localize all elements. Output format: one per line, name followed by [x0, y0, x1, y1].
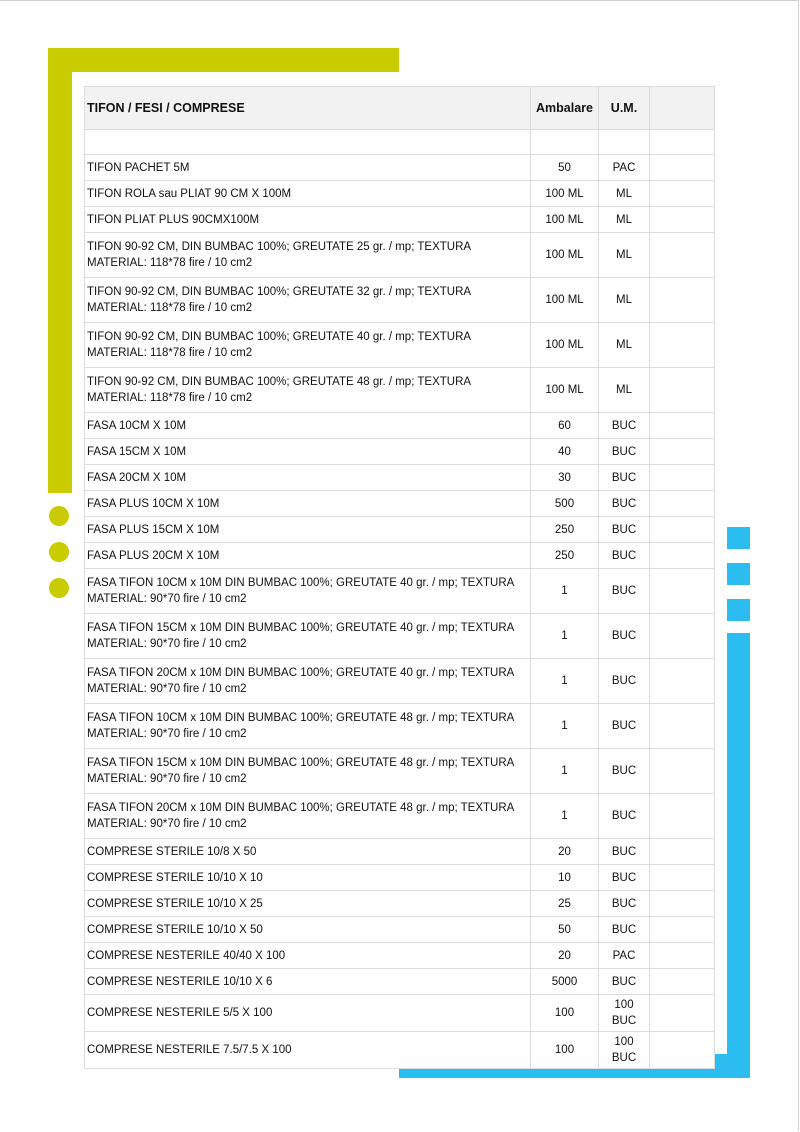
decor-blue-square — [727, 527, 750, 549]
empty-cell — [650, 943, 715, 969]
product-table-container — [84, 86, 714, 1069]
packaging-cell: 1 — [531, 569, 599, 614]
empty-cell — [650, 465, 715, 491]
product-name-cell: FASA 20CM X 10M — [85, 465, 531, 491]
table-row — [85, 794, 715, 839]
empty-cell — [650, 969, 715, 995]
decor-blue-square — [727, 599, 750, 621]
packaging-cell: 25 — [531, 891, 599, 917]
packaging-cell: 100 ML — [531, 181, 599, 207]
product-name-cell: COMPRESE NESTERILE 40/40 X 100 — [85, 943, 531, 969]
table-row — [85, 155, 715, 181]
table-row — [85, 839, 715, 865]
empty-cell — [650, 181, 715, 207]
empty-cell — [650, 368, 715, 413]
empty-cell — [650, 491, 715, 517]
unit-cell: BUC — [599, 465, 650, 491]
product-name-cell: FASA TIFON 20CM x 10M DIN BUMBAC 100%; GREUTATE 40 gr. / mp; TEXTURA MATERIAL: 90*70 fire / 10 cm2 — [85, 659, 531, 704]
unit-cell: BUC — [599, 413, 650, 439]
product-name-cell: FASA TIFON 10CM x 10M DIN BUMBAC 100%; GREUTATE 40 gr. / mp; TEXTURA MATERIAL: 90*70 fire / 10 cm2 — [85, 569, 531, 614]
unit-cell: BUC — [599, 614, 650, 659]
empty-cell — [650, 865, 715, 891]
product-name-cell: COMPRESE STERILE 10/8 X 50 — [85, 839, 531, 865]
product-name-cell: FASA 15CM X 10M — [85, 439, 531, 465]
product-name-cell: TIFON 90-92 CM, DIN BUMBAC 100%; GREUTATE 48 gr. / mp; TEXTURA MATERIAL: 118*78 fire / 10 cm2 — [85, 368, 531, 413]
unit-cell: BUC — [599, 917, 650, 943]
empty-cell — [650, 569, 715, 614]
unit-cell: ML — [599, 207, 650, 233]
table-row — [85, 543, 715, 569]
decor-blue-square — [727, 563, 750, 585]
product-name-cell: COMPRESE NESTERILE 7.5/7.5 X 100 — [85, 1032, 531, 1069]
product-name-cell: COMPRESE STERILE 10/10 X 25 — [85, 891, 531, 917]
table-row — [85, 517, 715, 543]
unit-cell: BUC — [599, 969, 650, 995]
table-row — [85, 1032, 715, 1069]
decor-yellow-bar-top — [48, 48, 399, 72]
table-row — [85, 891, 715, 917]
table-row — [85, 995, 715, 1032]
product-name-cell: FASA TIFON 10CM x 10M DIN BUMBAC 100%; GREUTATE 48 gr. / mp; TEXTURA MATERIAL: 90*70 fire / 10 cm2 — [85, 704, 531, 749]
packaging-cell: 100 — [531, 1032, 599, 1069]
packaging-cell: 100 ML — [531, 278, 599, 323]
product-name-cell: TIFON 90-92 CM, DIN BUMBAC 100%; GREUTATE 32 gr. / mp; TEXTURA MATERIAL: 118*78 fire / 10 cm2 — [85, 278, 531, 323]
product-name-cell: TIFON 90-92 CM, DIN BUMBAC 100%; GREUTATE 40 gr. / mp; TEXTURA MATERIAL: 118*78 fire / 10 cm2 — [85, 323, 531, 368]
decor-blue-bar-right — [727, 633, 750, 1078]
table-row — [85, 278, 715, 323]
empty-cell — [650, 749, 715, 794]
packaging-cell: 100 ML — [531, 368, 599, 413]
decor-yellow-dot — [49, 506, 69, 526]
unit-cell: ML — [599, 323, 650, 368]
unit-cell: BUC — [599, 659, 650, 704]
empty-cell — [650, 207, 715, 233]
table-row — [85, 614, 715, 659]
packaging-cell: 20 — [531, 943, 599, 969]
unit-cell: BUC — [599, 865, 650, 891]
header-unit: U.M. — [599, 87, 650, 130]
empty-cell — [650, 1032, 715, 1069]
table-spacer-row — [85, 130, 715, 155]
packaging-cell: 500 — [531, 491, 599, 517]
decor-yellow-bar-left — [48, 48, 72, 493]
table-row — [85, 659, 715, 704]
unit-cell: BUC — [599, 517, 650, 543]
table-row — [85, 749, 715, 794]
empty-cell — [650, 439, 715, 465]
product-name-cell: COMPRESE NESTERILE 10/10 X 6 — [85, 969, 531, 995]
empty-cell — [650, 614, 715, 659]
packaging-cell: 100 ML — [531, 233, 599, 278]
product-name-cell: COMPRESE STERILE 10/10 X 50 — [85, 917, 531, 943]
table-row — [85, 943, 715, 969]
table-row — [85, 323, 715, 368]
product-name-cell: FASA PLUS 20CM X 10M — [85, 543, 531, 569]
table-row — [85, 465, 715, 491]
table-row — [85, 439, 715, 465]
unit-cell: PAC — [599, 155, 650, 181]
unit-cell: ML — [599, 233, 650, 278]
packaging-cell: 1 — [531, 794, 599, 839]
product-name-cell: COMPRESE NESTERILE 5/5 X 100 — [85, 995, 531, 1032]
product-name-cell: TIFON PACHET 5M — [85, 155, 531, 181]
unit-cell: BUC — [599, 543, 650, 569]
table-row — [85, 704, 715, 749]
empty-cell — [650, 839, 715, 865]
empty-cell — [650, 517, 715, 543]
table-body — [85, 130, 715, 1069]
empty-cell — [650, 917, 715, 943]
product-name-cell: FASA PLUS 10CM X 10M — [85, 491, 531, 517]
header-product-name: TIFON / FESI / COMPRESE — [85, 87, 531, 130]
decor-yellow-dot — [49, 542, 69, 562]
unit-cell: BUC — [599, 704, 650, 749]
unit-cell: BUC — [599, 491, 650, 517]
packaging-cell: 1 — [531, 704, 599, 749]
table-row — [85, 368, 715, 413]
header-packaging: Ambalare — [531, 87, 599, 130]
unit-cell: PAC — [599, 943, 650, 969]
table-row — [85, 969, 715, 995]
product-name-cell: FASA TIFON 15CM x 10M DIN BUMBAC 100%; GREUTATE 40 gr. / mp; TEXTURA MATERIAL: 90*70 fire / 10 cm2 — [85, 614, 531, 659]
product-name-cell: FASA PLUS 15CM X 10M — [85, 517, 531, 543]
empty-cell — [650, 413, 715, 439]
empty-cell — [650, 794, 715, 839]
packaging-cell: 50 — [531, 917, 599, 943]
unit-cell: BUC — [599, 794, 650, 839]
table-row — [85, 865, 715, 891]
product-name-cell: TIFON 90-92 CM, DIN BUMBAC 100%; GREUTATE 25 gr. / mp; TEXTURA MATERIAL: 118*78 fire / 10 cm2 — [85, 233, 531, 278]
unit-cell: ML — [599, 368, 650, 413]
empty-cell — [650, 891, 715, 917]
empty-cell — [650, 659, 715, 704]
empty-cell — [650, 543, 715, 569]
table-row — [85, 569, 715, 614]
packaging-cell: 100 ML — [531, 323, 599, 368]
packaging-cell: 5000 — [531, 969, 599, 995]
empty-cell — [650, 323, 715, 368]
unit-cell: ML — [599, 181, 650, 207]
packaging-cell: 10 — [531, 865, 599, 891]
unit-cell: ML — [599, 278, 650, 323]
decor-yellow-dot — [49, 578, 69, 598]
unit-cell: 100 BUC — [599, 995, 650, 1032]
packaging-cell: 1 — [531, 659, 599, 704]
product-name-cell: TIFON PLIAT PLUS 90CMX100M — [85, 207, 531, 233]
empty-cell — [650, 155, 715, 181]
table-row — [85, 207, 715, 233]
product-name-cell: FASA TIFON 20CM x 10M DIN BUMBAC 100%; GREUTATE 48 gr. / mp; TEXTURA MATERIAL: 90*70 fire / 10 cm2 — [85, 794, 531, 839]
packaging-cell: 60 — [531, 413, 599, 439]
product-name-cell: COMPRESE STERILE 10/10 X 10 — [85, 865, 531, 891]
packaging-cell: 1 — [531, 614, 599, 659]
unit-cell: BUC — [599, 439, 650, 465]
empty-cell — [650, 704, 715, 749]
packaging-cell: 100 ML — [531, 207, 599, 233]
table-row — [85, 181, 715, 207]
product-name-cell: FASA TIFON 15CM x 10M DIN BUMBAC 100%; GREUTATE 48 gr. / mp; TEXTURA MATERIAL: 90*70 fire / 10 cm2 — [85, 749, 531, 794]
table-row — [85, 413, 715, 439]
table-row — [85, 917, 715, 943]
unit-cell: 100 BUC — [599, 1032, 650, 1069]
table-row — [85, 233, 715, 278]
packaging-cell: 250 — [531, 517, 599, 543]
unit-cell: BUC — [599, 891, 650, 917]
table-row — [85, 491, 715, 517]
packaging-cell: 100 — [531, 995, 599, 1032]
unit-cell: BUC — [599, 749, 650, 794]
empty-cell — [650, 233, 715, 278]
unit-cell: BUC — [599, 839, 650, 865]
empty-cell — [650, 278, 715, 323]
packaging-cell: 1 — [531, 749, 599, 794]
product-name-cell: TIFON ROLA sau PLIAT 90 CM X 100M — [85, 181, 531, 207]
packaging-cell: 250 — [531, 543, 599, 569]
unit-cell: BUC — [599, 569, 650, 614]
product-name-cell: FASA 10CM X 10M — [85, 413, 531, 439]
empty-cell — [650, 995, 715, 1032]
packaging-cell: 30 — [531, 465, 599, 491]
header-empty — [650, 87, 715, 130]
table-header-row — [85, 87, 715, 130]
packaging-cell: 40 — [531, 439, 599, 465]
packaging-cell: 20 — [531, 839, 599, 865]
packaging-cell: 50 — [531, 155, 599, 181]
product-table — [84, 86, 715, 1069]
